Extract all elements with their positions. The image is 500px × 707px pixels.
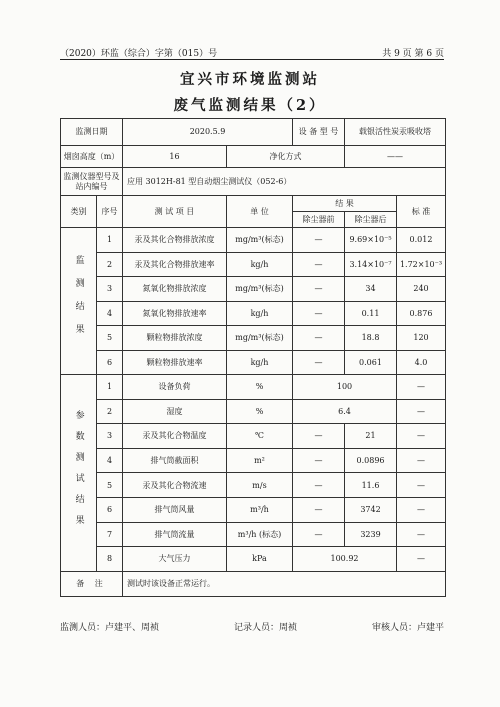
row-standard: 4.0 [397, 350, 446, 375]
header-seq: 序号 [97, 196, 123, 228]
row-item: 氮氧化物排放浓度 [123, 277, 227, 302]
equipment-value: 载银活性炭汞吸收塔 [345, 119, 446, 146]
row-merged-result: 6.4 [293, 399, 397, 424]
header-category: 类别 [61, 196, 97, 228]
row-item: 汞及其化合物排放浓度 [123, 228, 227, 253]
row-item: 排气筒截面积 [123, 448, 227, 473]
row-standard: 0.876 [397, 301, 446, 326]
row-standard: — [397, 547, 446, 572]
row-standard: 1.72×10⁻³ [397, 252, 446, 277]
row-before: — [293, 522, 345, 547]
row-before: — [293, 448, 345, 473]
row-seq: 1 [97, 375, 123, 400]
row-after: 9.69×10⁻⁵ [345, 228, 397, 253]
table-row [61, 399, 446, 424]
row-unit: m³/h [227, 497, 293, 522]
row-item: 大气压力 [123, 547, 227, 572]
instrument-label: 监测仪器型号及站内编号 [61, 168, 123, 196]
row-after: 0.0896 [345, 448, 397, 473]
page-subtitle: 废气监测结果（2） [173, 97, 327, 114]
date-value: 2020.5.9 [123, 119, 293, 146]
doc-number: （2020）环监（综合）字第（015）号 [60, 49, 218, 59]
row-seq: 7 [97, 522, 123, 547]
table-row [61, 522, 446, 547]
table-row [61, 301, 446, 326]
header-standard: 标 准 [397, 196, 446, 228]
table-row [61, 473, 446, 498]
header-result: 结 果 [293, 196, 397, 212]
table-row [61, 497, 446, 522]
table-row [61, 350, 446, 375]
results-table [60, 118, 446, 597]
row-seq: 3 [97, 424, 123, 449]
table-row [61, 252, 446, 277]
table-row [61, 277, 446, 302]
row-after: 21 [345, 424, 397, 449]
row-unit: mg/m³(标态) [227, 326, 293, 351]
row-before: — [293, 228, 345, 253]
row-unit: kg/h [227, 252, 293, 277]
row-item: 湿度 [123, 399, 227, 424]
row-unit: kg/h [227, 350, 293, 375]
row-item: 颗粒物排放浓度 [123, 326, 227, 351]
row-standard: 120 [397, 326, 446, 351]
row-unit: % [227, 399, 293, 424]
row-item: 设备负荷 [123, 375, 227, 400]
row-after: 18.8 [345, 326, 397, 351]
row-item: 氮氧化物排放速率 [123, 301, 227, 326]
row-unit: m/s [227, 473, 293, 498]
row-item: 颗粒物排放速率 [123, 350, 227, 375]
info-row-height [61, 146, 446, 168]
row-standard: — [397, 522, 446, 547]
remarks-value: 测试时该设备正常运行。 [123, 571, 446, 596]
row-seq: 1 [97, 228, 123, 253]
category-parameter-results: 参数测试结果 [61, 375, 97, 572]
info-row-instrument [61, 168, 446, 196]
category-monitor-results: 监测结果 [61, 228, 97, 375]
row-unit: % [227, 375, 293, 400]
row-before: — [293, 301, 345, 326]
row-after: 3.14×10⁻⁷ [345, 252, 397, 277]
reviewer-staff: 审核人员：卢建平 [371, 623, 444, 633]
row-standard: — [397, 399, 446, 424]
row-unit: m² [227, 448, 293, 473]
row-merged-result: 100.92 [293, 547, 397, 572]
header-after: 除尘器后 [345, 212, 397, 228]
purify-label: 净化方式 [227, 146, 345, 168]
page-title: 宜兴市环境监测站 [180, 71, 320, 88]
row-item: 排气筒流量 [123, 522, 227, 547]
row-standard: — [397, 424, 446, 449]
table-row [61, 448, 446, 473]
row-standard: — [397, 497, 446, 522]
row-after: 3239 [345, 522, 397, 547]
row-after: 11.6 [345, 473, 397, 498]
row-item: 汞及其化合物流速 [123, 473, 227, 498]
row-seq: 3 [97, 277, 123, 302]
row-unit: m³/h (标态) [227, 522, 293, 547]
info-row-date [61, 119, 446, 146]
row-unit: ℃ [227, 424, 293, 449]
remarks-row [61, 571, 446, 596]
table-row [61, 424, 446, 449]
page-info: 共 9 页 第 6 页 [382, 49, 444, 59]
height-label: 烟囱高度（m） [61, 146, 123, 168]
row-unit: mg/m³(标态) [227, 277, 293, 302]
row-seq: 6 [97, 350, 123, 375]
row-before: — [293, 252, 345, 277]
row-before: — [293, 326, 345, 351]
row-seq: 5 [97, 473, 123, 498]
row-unit: mg/m³(标态) [227, 228, 293, 253]
monitor-staff: 监测人员：卢建平、周祯 [60, 623, 160, 633]
header-divider [60, 59, 444, 60]
row-item: 排气筒风量 [123, 497, 227, 522]
row-after: 34 [345, 277, 397, 302]
header-unit: 单 位 [227, 196, 293, 228]
recorder-staff: 记录人员：周祯 [233, 623, 297, 633]
equipment-label: 设 备 型 号 [293, 119, 345, 146]
row-seq: 4 [97, 301, 123, 326]
row-after: 0.061 [345, 350, 397, 375]
row-seq: 4 [97, 448, 123, 473]
row-seq: 2 [97, 399, 123, 424]
table-row [61, 375, 446, 400]
remarks-label: 备 注 [61, 571, 123, 596]
row-before: — [293, 350, 345, 375]
row-before: — [293, 277, 345, 302]
doc-header [60, 46, 444, 59]
row-before: — [293, 424, 345, 449]
row-item: 汞及其化合物温度 [123, 424, 227, 449]
row-standard: — [397, 448, 446, 473]
row-seq: 2 [97, 252, 123, 277]
row-seq: 5 [97, 326, 123, 351]
height-value: 16 [123, 146, 227, 168]
row-item: 汞及其化合物排放速率 [123, 252, 227, 277]
row-seq: 8 [97, 547, 123, 572]
row-before: — [293, 497, 345, 522]
signature-footer [60, 620, 444, 633]
row-before: — [293, 473, 345, 498]
table-row [61, 547, 446, 572]
row-standard: 240 [397, 277, 446, 302]
purify-value: —— [345, 146, 446, 168]
row-standard: — [397, 473, 446, 498]
table-row [61, 228, 446, 253]
instrument-value: 应用 3012H-81 型自动烟尘测试仪（052-6） [123, 168, 446, 196]
row-standard: — [397, 375, 446, 400]
column-header-row [61, 196, 446, 212]
row-after: 3742 [345, 497, 397, 522]
table-row [61, 326, 446, 351]
row-merged-result: 100 [293, 375, 397, 400]
row-standard: 0.012 [397, 228, 446, 253]
header-item: 测 试 项 目 [123, 196, 227, 228]
row-unit: kPa [227, 547, 293, 572]
row-seq: 6 [97, 497, 123, 522]
row-unit: kg/h [227, 301, 293, 326]
row-after: 0.11 [345, 301, 397, 326]
header-before: 除尘器前 [293, 212, 345, 228]
date-label: 监测日期 [61, 119, 123, 146]
